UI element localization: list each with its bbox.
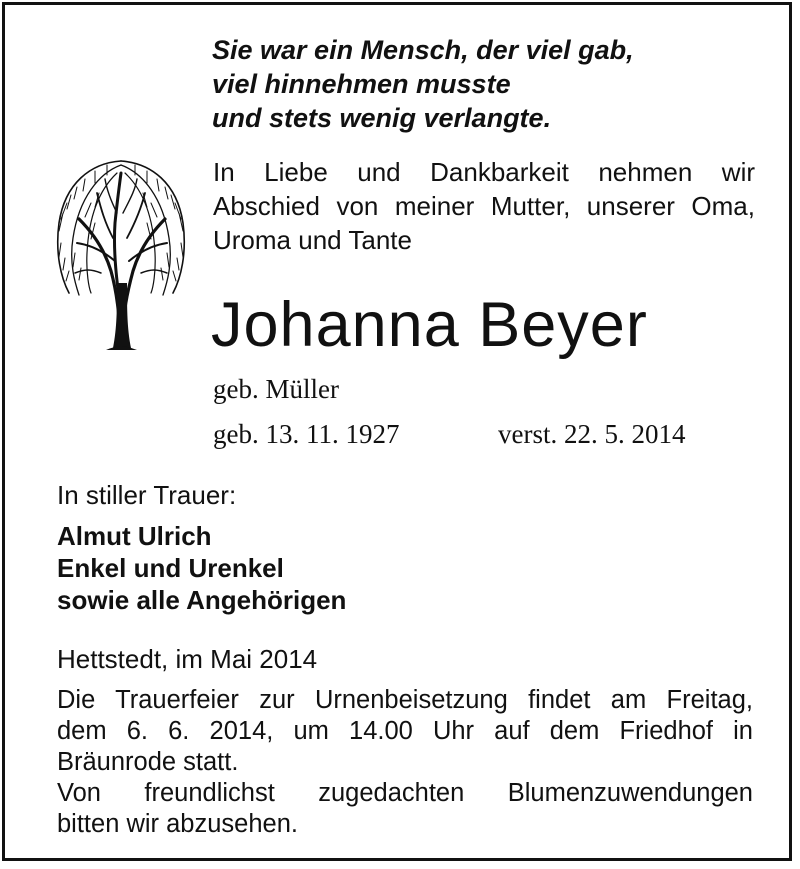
mourners-heading: In stiller Trauer: <box>57 480 237 510</box>
maiden-name: geb. Müller <box>213 374 339 404</box>
verse-line-3: und stets wenig verlangte. <box>212 103 552 133</box>
deceased-name: Johanna Beyer <box>211 290 648 360</box>
intro-line-2: Abschied von meiner Mutter, unserer Oma, <box>213 191 755 221</box>
birth-date: geb. 13. 11. 1927 <box>213 419 400 449</box>
notice-line-4: Von freundlichst zugedachten Blumenzuwendungen <box>57 779 753 807</box>
place-date: Hettstedt, im Mai 2014 <box>57 644 318 674</box>
intro-line-3: Uroma und Tante <box>213 225 412 255</box>
notice-line-5: bitten wir abzusehen. <box>57 810 298 838</box>
mourner-name-3: sowie alle Angehörigen <box>57 585 347 615</box>
verse-line-1: Sie war ein Mensch, der viel gab, <box>212 35 634 65</box>
death-date: verst. 22. 5. 2014 <box>498 419 686 449</box>
weeping-tree-icon <box>51 143 191 353</box>
verse-line-2: viel hinnehmen musste <box>212 69 511 99</box>
notice-line-2: dem 6. 6. 2014, um 14.00 Uhr auf dem Friedhof in <box>57 717 753 745</box>
mourner-name-2: Enkel und Urenkel <box>57 553 284 583</box>
intro-line-1: In Liebe und Dankbarkeit nehmen wir <box>213 157 755 187</box>
mourner-name-1: Almut Ulrich <box>57 521 212 551</box>
obituary-frame <box>2 2 792 861</box>
notice-line-1: Die Trauerfeier zur Urnenbeisetzung findet am Freitag, <box>57 686 753 714</box>
notice-line-3: Bräunrode statt. <box>57 748 239 776</box>
